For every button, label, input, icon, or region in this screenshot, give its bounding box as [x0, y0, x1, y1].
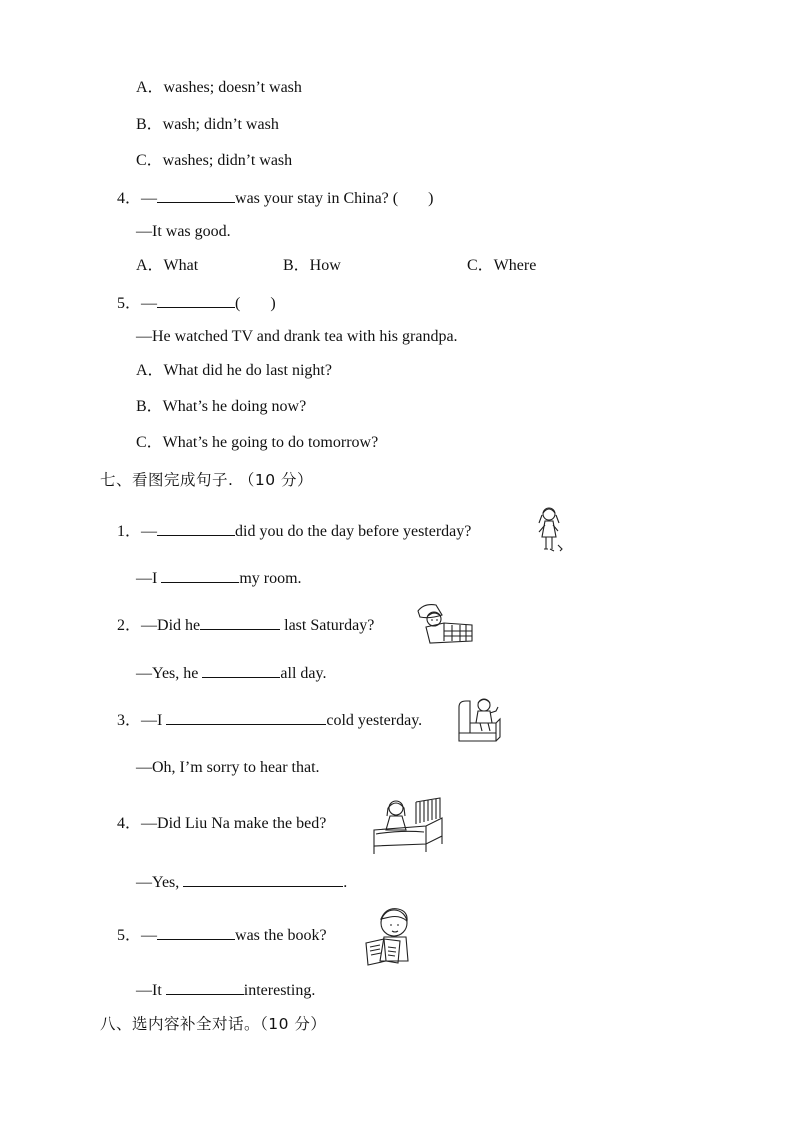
s7-item5-a-pre: —It [136, 982, 166, 999]
s7-item5-q-post: was the book? [235, 927, 327, 944]
q5-option-c: C．What’s he going to do tomorrow? [136, 434, 379, 451]
s7-item3-q-post: cold yesterday. [326, 712, 423, 729]
s7-item3-number: 3． [117, 712, 142, 729]
q5-option-a: A．What did he do last night? [136, 362, 332, 379]
q5-blank[interactable] [157, 292, 235, 308]
q4-dash: — [141, 190, 158, 207]
boy-reading-book-icon [364, 903, 416, 967]
q5-question [117, 292, 276, 314]
s7-item1-q-post: did you do the day before yesterday? [235, 523, 472, 540]
s7-item2-q-post: last Saturday? [280, 617, 375, 634]
s7-item4-a-pre: —Yes, [136, 874, 184, 891]
s7-item5-question [117, 924, 327, 946]
q4-option-c: C．Where [467, 257, 537, 274]
q3-option-b: B．wash; didn’t wash [136, 116, 279, 133]
s7-item3-question [117, 709, 422, 731]
s7-item4-answer [136, 871, 347, 893]
s7-item2-blank[interactable] [200, 614, 280, 630]
q5-number: 5． [117, 295, 142, 312]
q3-option-c: C．washes; didn’t wash [136, 152, 293, 169]
s7-item2-number: 2． [117, 617, 142, 634]
s7-item5-blank[interactable] [157, 924, 235, 940]
s7-item2-answer-blank[interactable] [202, 662, 280, 678]
q4-option-b: B．How [283, 257, 341, 274]
s7-item2-question [117, 614, 374, 636]
q4-question [117, 187, 433, 209]
q3-option-a: A．washes; doesn’t wash [136, 79, 302, 96]
s7-item2-a-post: all day. [280, 665, 327, 682]
q4-question-text: was your stay in China? ( [235, 190, 399, 207]
s7-item4-a-post: . [343, 874, 348, 891]
q5-answer: —He watched TV and drank tea with his grandpa. [136, 328, 458, 345]
s7-item2-a-pre: —Yes, he [136, 665, 203, 682]
s7-item1-answer-blank[interactable] [161, 567, 239, 583]
q5-option-b: B．What’s he doing now? [136, 398, 307, 415]
girl-making-bed-icon [370, 796, 446, 860]
q4-blank[interactable] [157, 187, 235, 203]
s7-item3-blank[interactable] [166, 709, 326, 725]
s7-item5-q-pre: — [141, 927, 158, 944]
s7-item1-a-post: my room. [239, 570, 302, 587]
s7-item1-number: 1． [117, 523, 142, 540]
s7-item3-answer: —Oh, I’m sorry to hear that. [136, 759, 320, 776]
s7-item5-answer-blank[interactable] [166, 979, 244, 995]
girl-standing-icon [532, 505, 566, 555]
q5-paren-close: ) [270, 295, 276, 312]
s7-item1-question [117, 520, 471, 542]
s7-item5-number: 5． [117, 927, 142, 944]
s7-item1-blank[interactable] [157, 520, 235, 536]
boy-sick-on-sofa-icon [456, 693, 504, 745]
q5-paren-open: ( [235, 295, 241, 312]
s7-item5-answer [136, 979, 315, 1001]
q4-option-a: A．What [136, 257, 199, 274]
section8-heading: 八、选内容补全对话。（10 分） [100, 1015, 327, 1033]
s7-item4-answer-blank[interactable] [183, 871, 343, 887]
s7-item2-q-pre: —Did he [141, 617, 201, 634]
q5-dash: — [141, 295, 158, 312]
s7-item1-a-pre: —I [136, 570, 162, 587]
q4-answer: —It was good. [136, 223, 231, 240]
s7-item3-q-pre: —I [141, 712, 167, 729]
s7-item4-number: 4． [117, 815, 142, 832]
s7-item1-answer [136, 567, 302, 589]
s7-item2-answer [136, 662, 326, 684]
q4-number: 4． [117, 190, 142, 207]
s7-item1-q-pre: — [141, 523, 158, 540]
s7-item5-a-post: interesting. [243, 982, 316, 999]
section7-heading: 七、看图完成句子. （10 分） [100, 471, 314, 489]
s7-item4-q-text: —Did Liu Na make the bed? [141, 815, 327, 832]
boy-sleeping-icon [416, 601, 476, 645]
q4-paren-close: ) [428, 190, 434, 207]
s7-item4-question [117, 814, 326, 834]
